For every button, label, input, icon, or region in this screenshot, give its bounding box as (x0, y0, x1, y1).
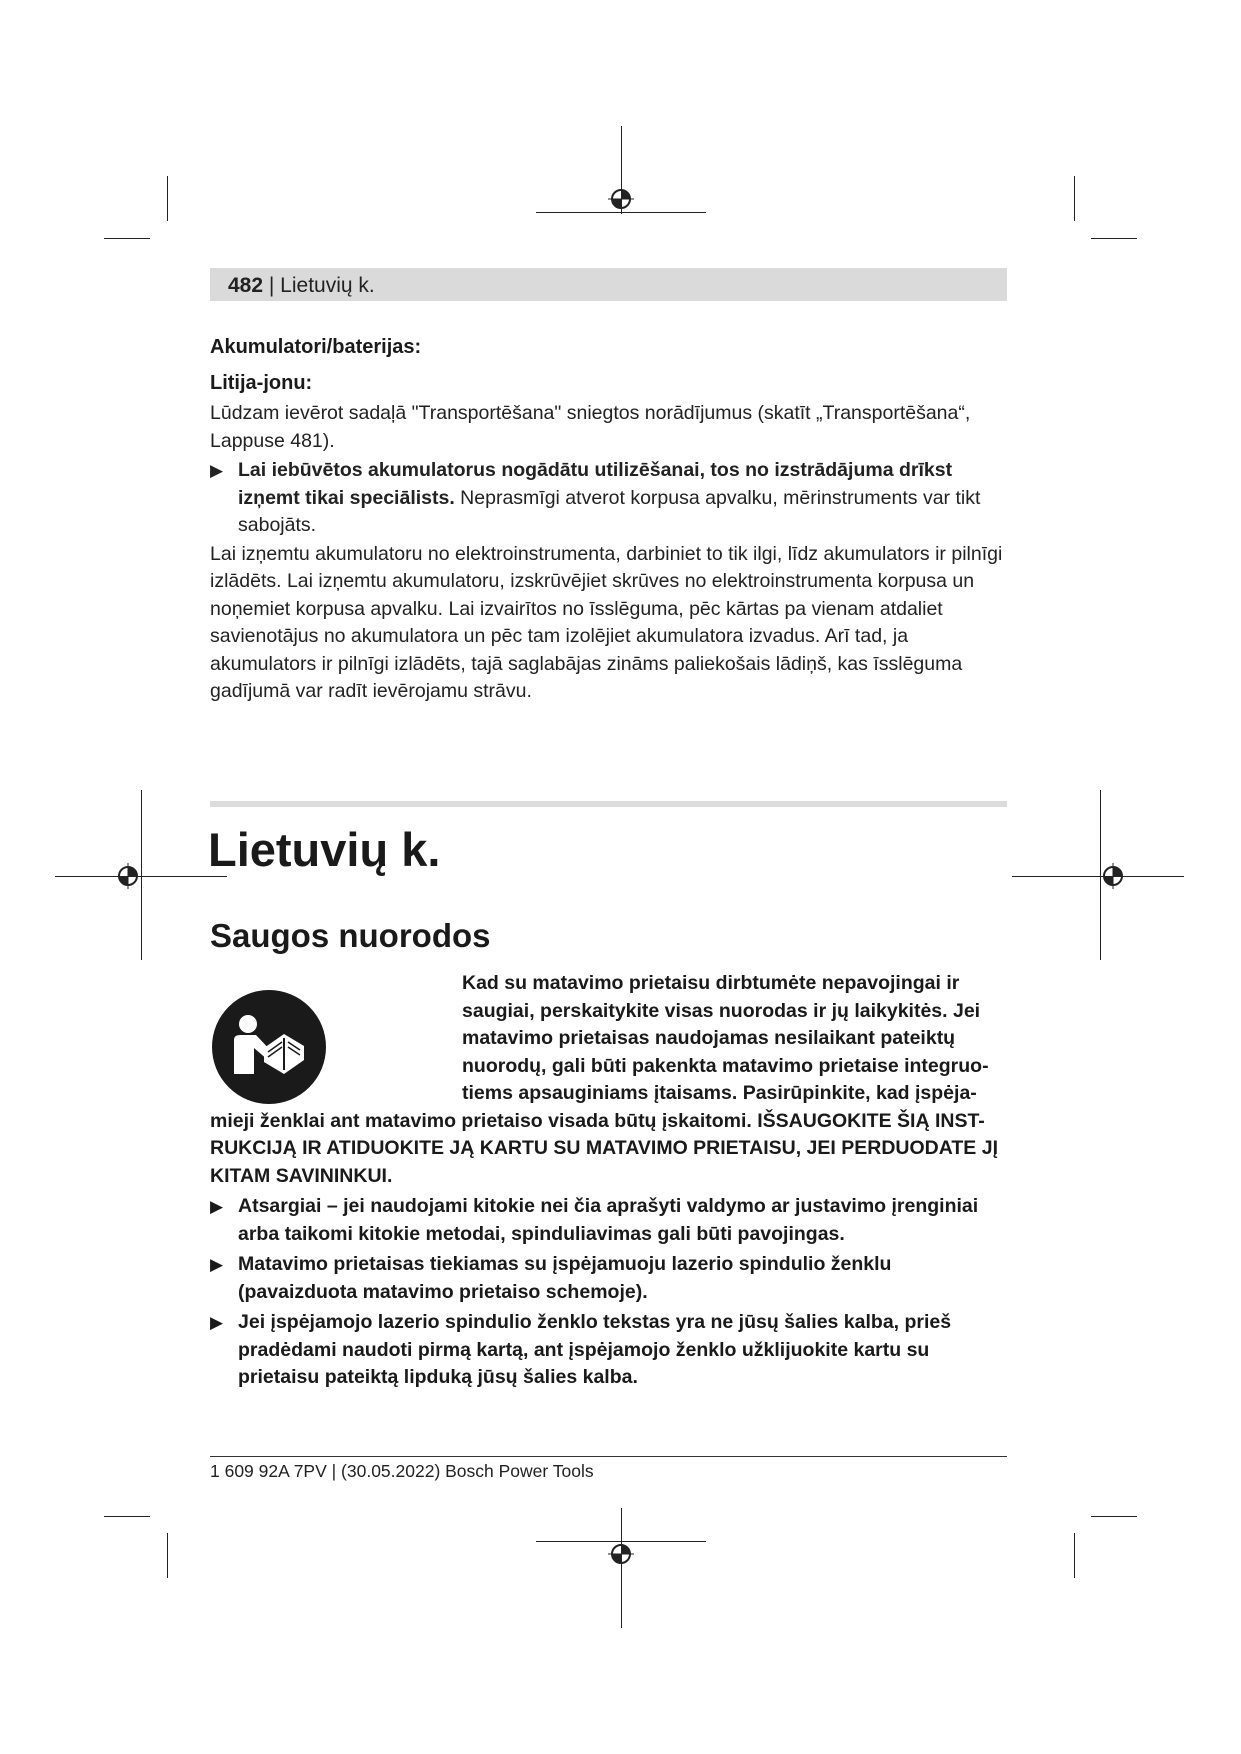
safety-line: RUKCIJĄ IR ATIDUOKITE JĄ KARTU SU MATAVIMO PRIETAISU, JEI PERDUODATE JĮ (210, 1137, 998, 1159)
registration-mark-icon (115, 863, 141, 889)
registration-mark-icon (1100, 863, 1126, 889)
bullet-triangle-icon: ▶ (210, 1313, 224, 1332)
registration-mark-icon (608, 1541, 634, 1567)
battery-section (210, 334, 1007, 706)
battery-subheading: Litija-jonu: (210, 372, 313, 394)
safety-warning (210, 970, 1007, 1392)
safety-bullet (210, 1193, 1007, 1248)
page-header (210, 268, 1007, 301)
safety-bullet-text: Matavimo prietaisas tiekiamas su įspėjamuoju lazerio spindulio ženklu (pavaizduota matavimo prietaiso schemoje). (238, 1253, 892, 1303)
footer-text: 1 609 92A 7PV | (30.05.2022) Bosch Power Tools (210, 1461, 594, 1481)
section-subtitle: Saugos nuorodos (210, 917, 491, 954)
page-number: 482 (228, 274, 264, 297)
battery-bullet-rest: Neprasmīgi atverot korpusa apvalku, mērinstruments var tikt sabojāts. (238, 486, 981, 536)
bullet-triangle-icon: ▶ (210, 1197, 224, 1216)
safety-line: Kad su matavimo prietaisu dirbtumėte nepavojingai ir (462, 972, 960, 994)
safety-line: tiems apsauginiams įtaisams. Pasirūpinkite, kad įspėja- (462, 1082, 977, 1104)
section-divider (210, 801, 1007, 807)
battery-heading: Akumulatori/baterijas: (210, 336, 422, 358)
safety-bullet (210, 1309, 1007, 1392)
battery-paragraph: Lai izņemtu akumulatoru no elektroinstrumenta, darbiniet to tik ilgi, līdz akumulators ir pilnīgi izlādēts. Lai izņemtu akumulatoru, izskrūvējiet skrūves no elektroinstrumenta korpusa un noņemiet korpusa apvalku. Lai izvairītos no īsslēguma, pēc kārtas pa vienam atdaliet savienotājus no akumulatora un pēc tam izolējiet akumulatora izvadus. Arī tad, ja akumulators ir pilnīgi izlādēts, tajā saglabājas zināms paliekošais lādiņš, kas īsslēguma gadījumā var radīt ievērojamu strāvu. (210, 542, 1003, 702)
safety-line: nuorodų, gali būti pakenkta matavimo prietaise integruo- (462, 1054, 989, 1077)
safety-bullet-text: Atsargiai – jei naudojami kitokie nei čia aprašyti valdymo ar justavimo įrenginiai arba taikomi kitokie metodai, spinduliavimas gali būti pavojingas. (238, 1195, 979, 1245)
bullet-triangle-icon: ▶ (210, 1255, 224, 1274)
safety-line: matavimo prietaisas naudojamas nesilaikant pateiktų (462, 1027, 956, 1049)
section-title: Lietuvių k. (208, 823, 441, 876)
safety-line: saugiai, perskaitykite visas nuorodas ir jų laikykitės. Jei (462, 999, 981, 1022)
header-section: Lietuvių k. (280, 274, 375, 297)
safety-bullet (210, 1251, 1007, 1306)
footer-divider (210, 1456, 1007, 1457)
header-text: 482 | Lietuvių k. (228, 274, 375, 297)
bullet-triangle-icon: ▶ (210, 461, 224, 480)
battery-bullet-bold: Lai iebūvētos akumulatorus nogādātu utilizēšanai, tos no izstrādājuma drīkst izņemt tikai speciālists. (238, 459, 953, 509)
battery-intro: Lūdzam ievērot sadaļā "Transportēšana" sniegtos norādījumus (skatīt „Transportēšana“, Lappuse 481). (210, 402, 971, 452)
safety-line: mieji ženklai ant matavimo prietaiso visada būtų įskaitomi. IŠSAUGOKITE ŠIĄ INST- (210, 1109, 985, 1132)
safety-line: KITAM SAVININKUI. (210, 1164, 393, 1187)
battery-bullet (210, 457, 1007, 540)
registration-mark-icon (608, 186, 634, 212)
safety-bullet-text: Jei įspėjamojo lazerio spindulio ženklo tekstas yra ne jūsų šalies kalba, prieš pradėdami naudoti pirmą kartą, ant įspėjamojo ženklo užklijuokite kartu su prietaisu pateiktą lipduką jūsų šalies kalba. (238, 1311, 952, 1388)
